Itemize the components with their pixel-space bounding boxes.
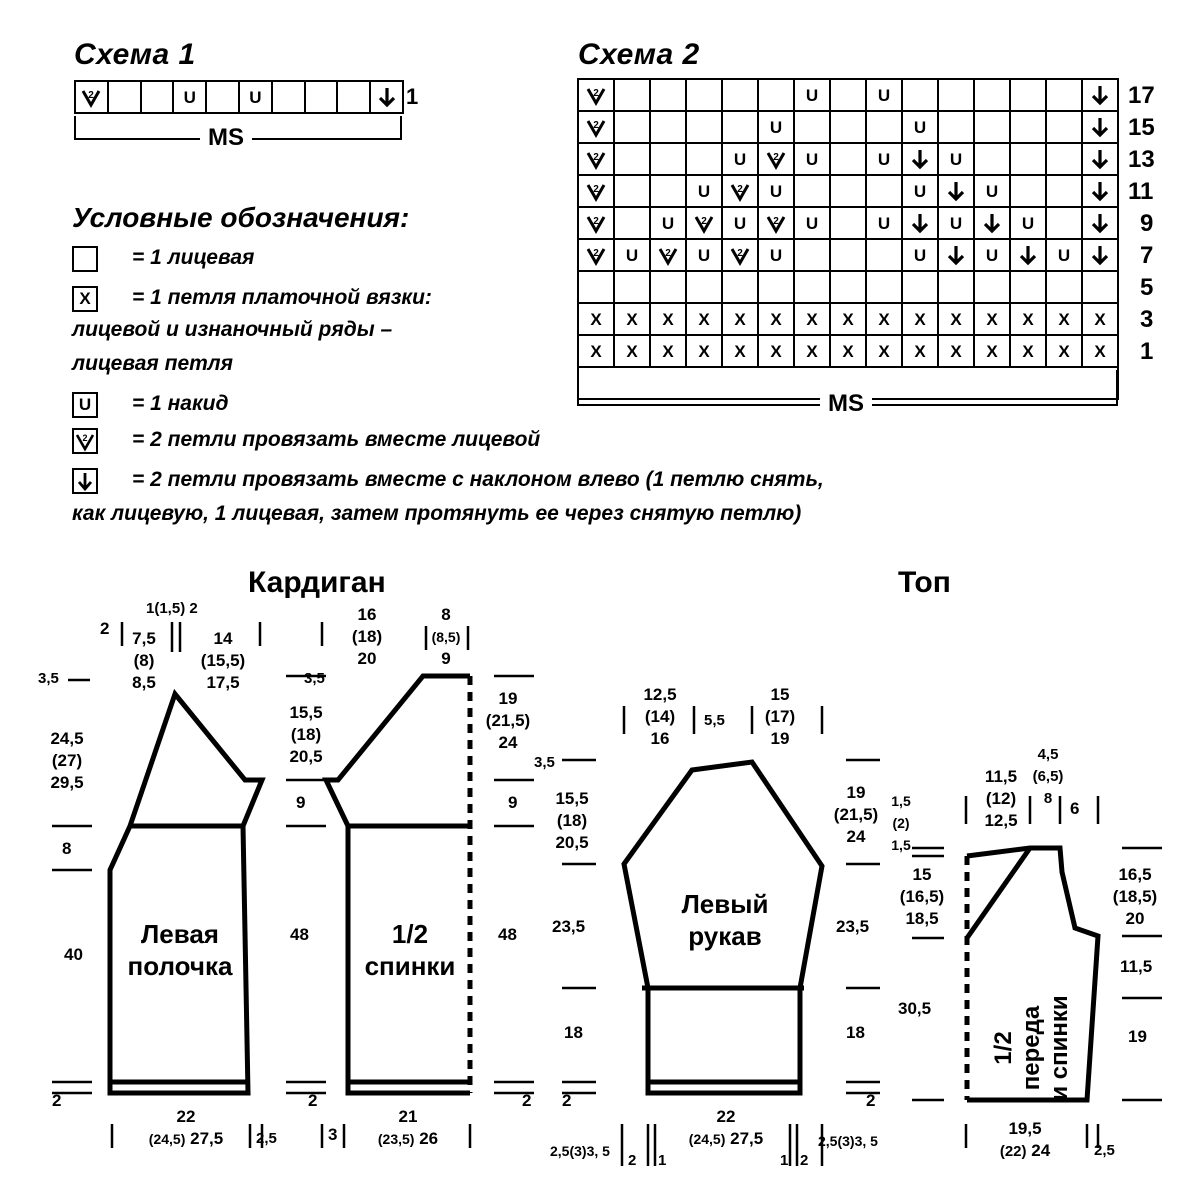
yo-cell: U xyxy=(614,239,650,271)
yo-cell: U xyxy=(686,175,722,207)
dim-sl-right-raglan: 19 (21,5) 24 xyxy=(833,783,879,846)
yo-cell: U xyxy=(938,143,974,175)
left-front-shape xyxy=(110,694,262,1093)
svg-text:2: 2 xyxy=(737,184,743,195)
garter-cell: X xyxy=(974,335,1010,367)
dim-tp-right-19: 19 xyxy=(1128,1027,1147,1046)
svg-text:2: 2 xyxy=(593,152,599,163)
schema2-row-number: 15 xyxy=(1128,114,1155,141)
schema2-row-number: 17 xyxy=(1128,82,1155,109)
dim-tp-top-m: 4,5 (6,5) 8 xyxy=(1032,746,1064,807)
svg-text:2: 2 xyxy=(773,216,779,227)
garter-cell: X xyxy=(794,335,830,367)
svg-text:2: 2 xyxy=(88,90,95,101)
legend-garter-text-2: лицевой и изнаночный ряды – xyxy=(72,318,393,341)
legend-garter-symbol: X xyxy=(72,286,98,312)
dim-sl-right-235: 23,5 xyxy=(836,917,870,936)
schema1-row-number: 1 xyxy=(406,84,419,109)
yo-cell: U xyxy=(866,143,902,175)
svg-text:2: 2 xyxy=(593,216,599,227)
garter-cell: X xyxy=(686,335,722,367)
schema2-row-number: 11 xyxy=(1128,178,1154,205)
garter-cell: X xyxy=(866,303,902,335)
schema1-title: Схема 1 xyxy=(74,38,196,71)
dim-sl-top-m: 5,5 xyxy=(704,712,725,729)
legend-yo-text: = 1 накид xyxy=(132,392,229,415)
dim-bk-top-r: 8 (8,5) 9 xyxy=(431,605,461,668)
garter-cell: X xyxy=(1046,303,1082,335)
legend-k2tog-text: = 2 петли провязать вместе лицевой xyxy=(132,428,541,451)
dim-sl-left-35: 3,5 xyxy=(534,754,555,771)
yo-cell: U xyxy=(1010,207,1046,239)
garter-cell: X xyxy=(722,303,758,335)
half-back-label: 1/2 спинки xyxy=(364,919,456,981)
yo-cell: U xyxy=(173,81,206,113)
garter-cell: X xyxy=(758,303,794,335)
left-sleeve-label: Левый рукав xyxy=(681,889,769,951)
garter-cell: X xyxy=(1010,335,1046,367)
garter-cell: X xyxy=(1082,303,1118,335)
garter-cell: X xyxy=(902,335,938,367)
svg-text:2: 2 xyxy=(593,88,599,99)
yo-cell: U xyxy=(938,207,974,239)
dim-tp-bottom-r: 2,5 xyxy=(1094,1142,1115,1159)
schema2-row-number: 7 xyxy=(1140,242,1154,269)
top-half-label: 1/2 переда и спинки xyxy=(990,995,1073,1101)
garter-cell: X xyxy=(938,303,974,335)
svg-text:2: 2 xyxy=(82,433,88,443)
yo-cell: U xyxy=(722,207,758,239)
legend-ssk-text-2: как лицевую, 1 лицевая, затем протянуть ее через снятую петлю) xyxy=(72,502,802,525)
top-title: Топ xyxy=(898,566,951,599)
yo-cell: U xyxy=(758,175,794,207)
dim-lf-top-c: 7,5 (8) 8,5 xyxy=(132,629,156,692)
yo-cell: U xyxy=(902,175,938,207)
dim-bk-left-48: 48 xyxy=(290,925,309,944)
legend-yo-symbol: U xyxy=(72,392,98,418)
garter-cell: X xyxy=(614,335,650,367)
dim-bk-left-2: 2 xyxy=(308,1091,318,1110)
dim-sl-left-raglan: 15,5 (18) 20,5 xyxy=(555,789,589,852)
yo-cell: U xyxy=(1046,239,1082,271)
legend-garter-text-1: = 1 петля платочной вязки: xyxy=(132,286,432,309)
dim-tp-top-r: 6 xyxy=(1070,799,1080,818)
garter-cell: X xyxy=(614,303,650,335)
dim-lf-left-35: 3,5 xyxy=(38,670,59,687)
dim-tp-top-l: 11,5 (12) 12,5 xyxy=(984,767,1018,830)
garter-cell: X xyxy=(974,303,1010,335)
garter-cell: X xyxy=(1046,335,1082,367)
garter-cell: X xyxy=(902,303,938,335)
schema2-row-number: 13 xyxy=(1128,146,1155,173)
svg-text:2: 2 xyxy=(593,120,599,131)
dim-lf-top-b: 1(1,5) 2 xyxy=(146,600,198,617)
yo-cell: U xyxy=(650,207,686,239)
dim-bk-left-35: 3,5 xyxy=(304,670,325,687)
dim-bk-left-9: 9 xyxy=(296,793,306,812)
dim-bk-bottom: 21 (23,5) 26 xyxy=(377,1107,439,1148)
yo-cell: U xyxy=(794,79,830,111)
yo-cell: U xyxy=(758,239,794,271)
legend-garter-text-3: лицевая петля xyxy=(72,352,233,375)
yo-cell: U xyxy=(866,207,902,239)
garter-cell: X xyxy=(758,335,794,367)
garter-cell: X xyxy=(938,335,974,367)
svg-text:2: 2 xyxy=(593,184,599,195)
schema2-row-number: 3 xyxy=(1140,306,1154,333)
yo-cell: U xyxy=(866,79,902,111)
dim-tp-left-15: 1,5 (2) 1,5 xyxy=(891,793,911,853)
dim-lf-bottom: 22 (24,5) 27,5 xyxy=(148,1107,224,1148)
svg-text:2: 2 xyxy=(737,248,743,259)
dim-sl-bottom-r2: 1 xyxy=(780,1152,789,1169)
dim-sl-top-r: 15 (17) 19 xyxy=(764,685,796,748)
dim-bk-right-raglan: 19 (21,5) 24 xyxy=(485,689,531,752)
cardigan-title: Кардиган xyxy=(248,566,386,599)
garter-cell: X xyxy=(650,303,686,335)
dim-sl-left-235: 23,5 xyxy=(552,917,586,936)
dim-bk-right-2: 2 xyxy=(522,1091,532,1110)
dim-lf-left-raglan: 24,5 (27) 29,5 xyxy=(50,729,84,792)
yo-cell: U xyxy=(974,175,1010,207)
legend-knit-text: = 1 лицевая xyxy=(132,246,255,269)
yo-cell: U xyxy=(758,111,794,143)
dim-sl-right-18: 18 xyxy=(846,1023,865,1042)
yo-cell: U xyxy=(902,239,938,271)
dim-sl-left-2: 2 xyxy=(562,1091,572,1110)
garter-cell: X xyxy=(1082,335,1118,367)
yo-cell: U xyxy=(902,111,938,143)
dim-tp-right-115: 11,5 xyxy=(1120,957,1153,976)
garter-cell: X xyxy=(830,303,866,335)
legend-ssk-text-1: = 2 петли провязать вместе с наклоном влево (1 петлю снять, xyxy=(132,468,824,491)
dim-tp-left-305: 30,5 xyxy=(898,999,932,1018)
dim-bk-left-raglan: 15,5 (18) 20,5 xyxy=(289,703,323,766)
dim-sl-bottom: 22 (24,5) 27,5 xyxy=(688,1107,764,1148)
svg-text:2: 2 xyxy=(773,152,779,163)
dim-bk-top: 16 (18) 20 xyxy=(351,605,383,668)
left-front-label: Левая полочка xyxy=(127,919,233,981)
dim-sl-bottom-l2: 2 xyxy=(628,1152,637,1169)
dim-bk-right-9: 9 xyxy=(508,793,518,812)
dim-lf-left-8: 8 xyxy=(62,839,72,858)
svg-text:2: 2 xyxy=(665,248,671,259)
dim-lf-left-2: 2 xyxy=(52,1091,62,1110)
schema1-ms-label: MS xyxy=(200,124,252,152)
yo-cell: U xyxy=(974,239,1010,271)
dim-lf-left-40: 40 xyxy=(64,945,83,964)
dim-bk-bottom-l: 3 xyxy=(328,1125,338,1144)
dim-tp-left-mid: 15 (16,5) 18,5 xyxy=(899,865,945,928)
legend-title: Условные обозначения: xyxy=(72,202,410,233)
garter-cell: X xyxy=(830,335,866,367)
schema2-row-number: 5 xyxy=(1140,274,1154,301)
schema2-row-number: 9 xyxy=(1140,210,1154,237)
dim-tp-right-top: 16,5 (18,5) 20 xyxy=(1112,865,1158,928)
dim-tp-bottom: 19,5 (22) 24 xyxy=(999,1119,1051,1160)
dim-sl-left-18: 18 xyxy=(564,1023,583,1042)
svg-text:2: 2 xyxy=(593,248,599,259)
garter-cell: X xyxy=(1010,303,1046,335)
yo-cell: U xyxy=(794,143,830,175)
dim-lf-top-d: 14 (15,5) 17,5 xyxy=(200,629,246,692)
dim-sl-bottom-r3: 2 xyxy=(800,1152,809,1169)
garter-cell: X xyxy=(686,303,722,335)
svg-text:2: 2 xyxy=(701,216,707,227)
dim-lf-bottom-r: 2,5 xyxy=(256,1130,277,1147)
yo-cell: U xyxy=(686,239,722,271)
dim-sl-bottom-r: 2,5(3)3, 5 xyxy=(818,1133,878,1149)
schema2-title: Схема 2 xyxy=(578,38,700,71)
yo-cell: U xyxy=(794,207,830,239)
schema2-row-number: 1 xyxy=(1140,338,1154,365)
garter-cell: X xyxy=(650,335,686,367)
garter-cell: X xyxy=(578,303,614,335)
half-back-shape xyxy=(326,676,470,1093)
schema2-ms-label: MS xyxy=(820,390,872,418)
dim-sl-bottom-l: 2,5(3)3, 5 xyxy=(550,1143,610,1159)
dim-bk-right-48: 48 xyxy=(498,925,517,944)
yo-cell: U xyxy=(722,143,758,175)
garter-cell: X xyxy=(722,335,758,367)
yo-cell: U xyxy=(239,81,272,113)
garter-cell: X xyxy=(578,335,614,367)
dim-sl-bottom-l3: 1 xyxy=(658,1152,667,1169)
dim-sl-top-l: 12,5 (14) 16 xyxy=(643,685,677,748)
dim-sl-right-2: 2 xyxy=(866,1091,876,1110)
dim-lf-top-a: 2 xyxy=(100,619,110,638)
garter-cell: X xyxy=(794,303,830,335)
garter-cell: X xyxy=(866,335,902,367)
